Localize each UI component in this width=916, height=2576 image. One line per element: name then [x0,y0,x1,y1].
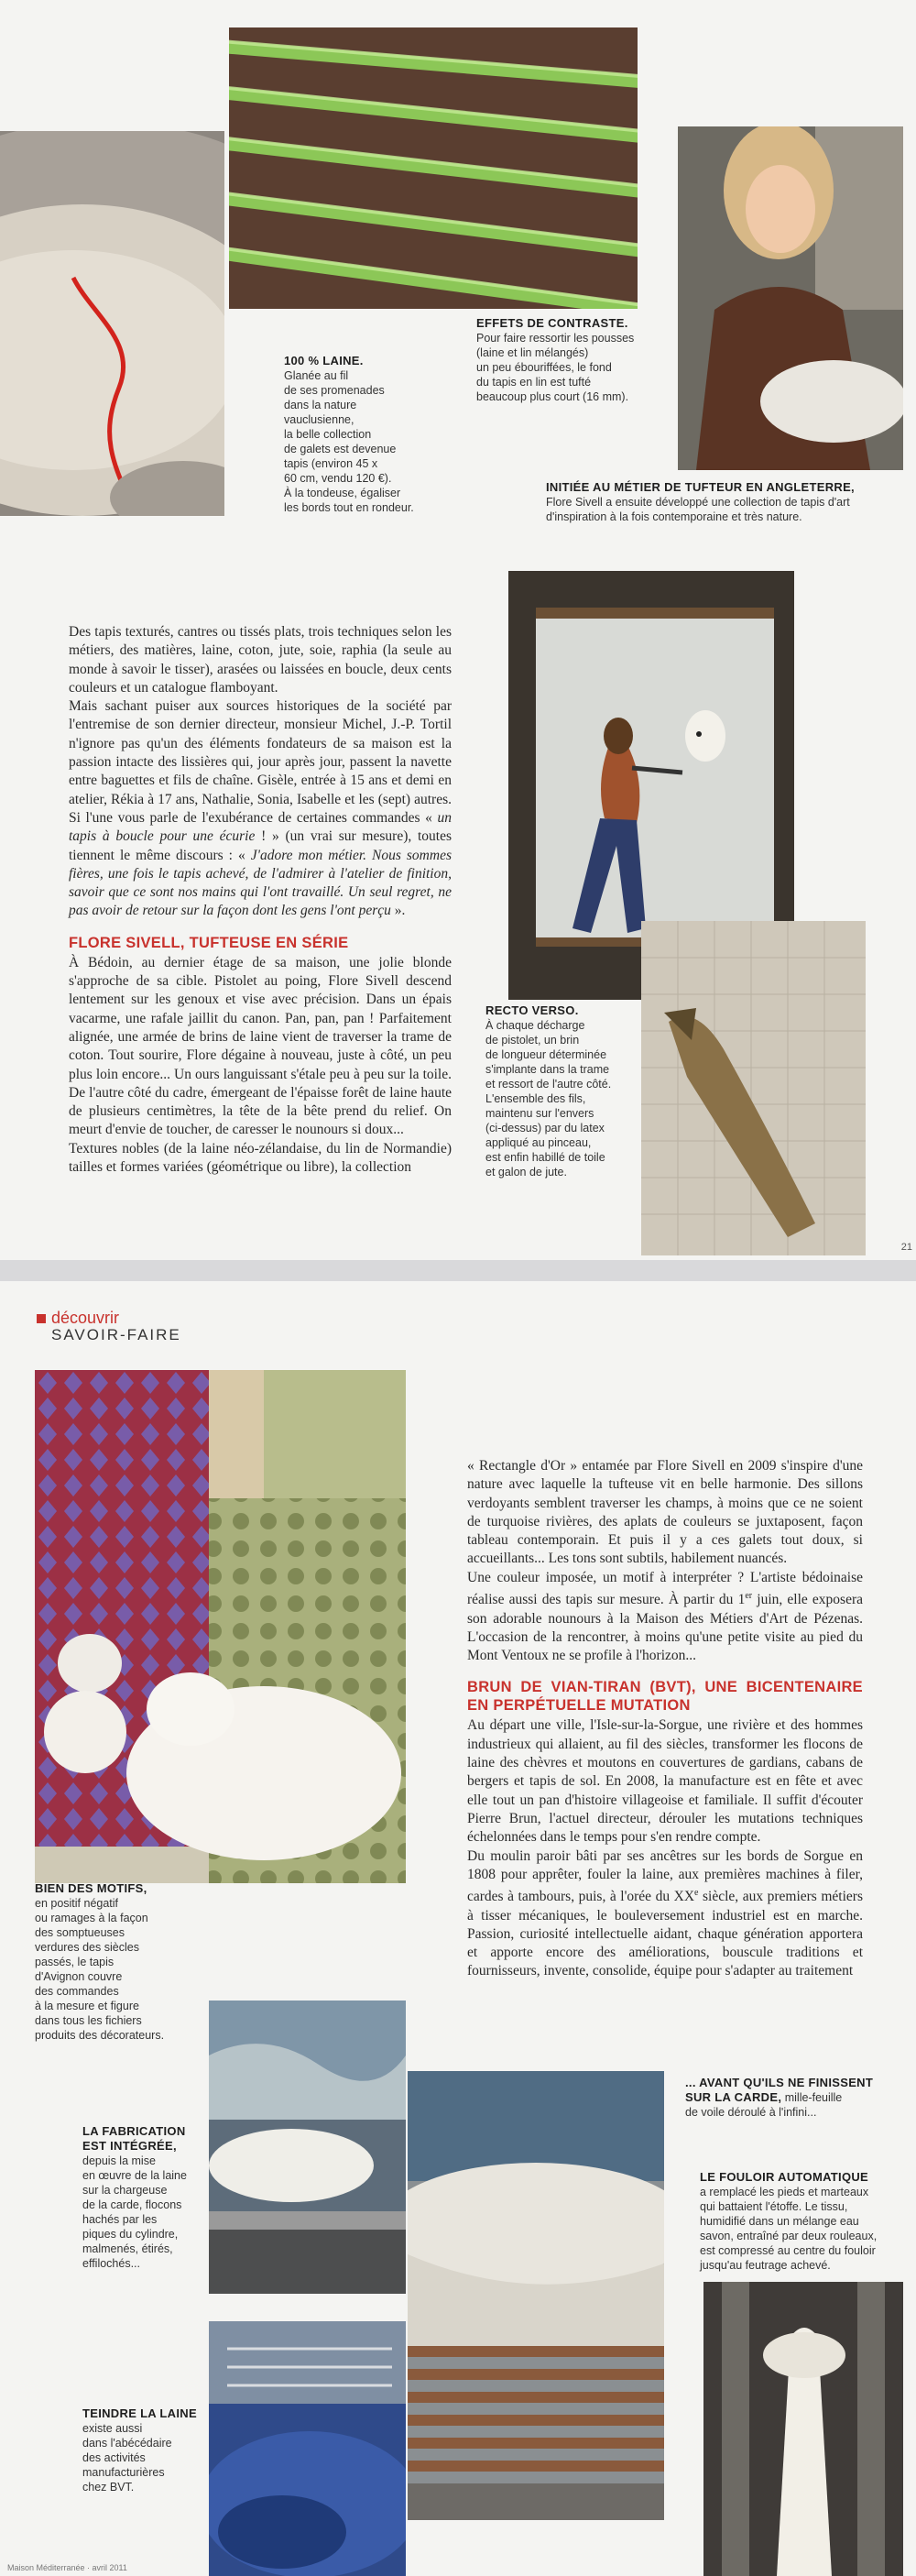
superscript: er [745,1591,753,1602]
section-heading: FLORE SIVELL, TUFTEUSE EN SÉRIE [69,934,349,951]
caption-line: et ressort de l'autre côté. [485,1078,612,1091]
caption-line: depuis la mise [82,2154,156,2167]
caption-fouloir [700,2170,901,2273]
rug-galet-photo [0,131,224,516]
caption-title: 100 % LAINE. [284,354,364,367]
caption-line: produits des décorateurs. [35,2029,165,2042]
caption-line: appliqué au pinceau, [485,1136,592,1149]
grass-rug-photo [229,27,638,309]
caption-title: LA FABRICATION [82,2124,186,2138]
caption-line: chez BVT. [82,2481,135,2494]
paragraph: Des tapis texturés, cantres ou tissés plats, trois techniques selon les métiers, des matières, laine, coton, jute, soie, raphia (la seule au monde à savoir le tisser), arasées ou laissées en boucle, deux cents couleurs et un catalogue flamboyant. [69,624,452,696]
magazine-page-1 [0,0,916,1260]
caption-line: du tapis en lin est tufté [476,376,592,389]
caption-line: À la tondeuse, égaliser [284,487,401,499]
caption-line: de longueur déterminée [485,1048,607,1061]
caption-line: de ses promenades [284,384,385,397]
article-body-p1 [69,623,452,1177]
fabric-swatches-sheep-photo [35,1370,406,1883]
wool-roller-photo [408,2071,664,2520]
text-run: ». [390,903,406,919]
caption-title: INITIÉE AU MÉTIER DE TUFTEUR EN ANGLETERRE, [546,480,855,494]
superscript: e [694,1888,699,1899]
caption-line: jusqu'au feutrage achevé. [700,2259,831,2272]
paragraph [69,697,452,921]
caption-line: vauclusienne, [284,413,354,426]
section-tag [37,1309,181,1344]
caption-title: EST INTÉGRÉE, [82,2139,177,2153]
caption-line: beaucoup plus court (16 mm). [476,390,629,403]
caption-title: TEINDRE LA LAINE [82,2406,197,2420]
caption-line: passés, le tapis [35,1956,114,1968]
caption-line: 60 cm, vendu 120 €). [284,472,392,485]
caption-line: s'implante dans la trame [485,1063,610,1076]
caption-bien-des-motifs [35,1881,195,2043]
caption-line: des commandes [35,1985,119,1998]
caption-line: hachés par les [82,2213,158,2226]
quote-italic: un tapis à boucle pour une écurie [69,809,452,845]
caption-line: la belle collection [284,428,372,441]
caption-line: de voile déroulé à l'infini... [685,2106,817,2119]
caption-recto-verso [485,1003,637,1179]
caption-line: qui battaient l'étoffe. Le tissu, [700,2200,848,2213]
portrait-flore-sivell-photo [678,126,903,470]
text-run: ! » (un vrai sur mesure), toutes tiennent le même discours : « [69,828,453,863]
caption-line: un peu ébouriffées, le fond [476,361,612,374]
caption-line: piques du cylindre, [82,2228,179,2241]
caption-line: (laine et lin mélangés) [476,346,589,359]
paragraph: Au départ une ville, l'Isle-sur-la-Sorgue, une rivière et des hommes industrieux qui allaient, au fil des siècles, transformer les flocons de laine des chèvres et moutons en couvertures de gardians, cabans de bergers et tapis de sol. En 2008, la manufacture est en fête et avec elle tout un pan d'histoire villageoise et familiale. Il suffit d'écouter Pierre Brun, l'actuel directeur, dérouler les mutations techniques échelonnées dans le temps pour s'en rendre compte. [467,1717,863,1846]
caption-line: verdures des siècles [35,1941,139,1954]
article-body-p2 [467,1457,863,1981]
caption-avant-carde [685,2076,896,2120]
text-run: siècle, aux premiers métiers à tisser mécaniques, le bouleversement industriel est en marche. Passion, curiosité intellectuelle aidant, chaque génération apportera et apporte encore des améliorations, bouscule traditions et fournisseurs, invente, consolide, équipe pour s'adapter au traitement [467,1889,863,1979]
magazine-page-2 [0,1281,916,2576]
caption-line: maintenu sur l'envers [485,1107,594,1120]
caption-line: Glanée au fil [284,369,349,382]
caption-fabrication [82,2124,211,2271]
caption-line: en œuvre de la laine [82,2169,187,2182]
caption-line: en positif négatif [35,1897,119,1910]
paragraph [467,1847,863,1981]
caption-line: a remplacé les pieds et marteaux [700,2186,869,2198]
caption-title: BIEN DES MOTIFS, [35,1881,147,1895]
caption-title: LE FOULOIR AUTOMATIQUE [700,2170,869,2184]
caption-line: À chaque décharge [485,1019,585,1032]
section-kicker: découvrir [51,1309,120,1327]
caption-line: et galon de jute. [485,1166,567,1178]
page-number: 21 [900,1242,912,1253]
fulling-machine-photo [703,2282,903,2576]
caption-line: manufacturières [82,2466,165,2479]
caption-line: savon, entraîné par deux rouleaux, [700,2230,878,2242]
carding-machine-photo [209,2001,406,2294]
caption-line: de galets est devenue [284,443,397,455]
caption-line: dans tous les fichiers [35,2014,142,2027]
quote-italic: J'adore mon métier. Nous sommes fières, une fois le tapis achevé, de l'admirer à l'atelier de finition, savoir que ce sont nos mains qui l'ont travaillé. Un seul regret, ne pas avoir de retour sur la façon dont les gens l'ont perçu [69,847,452,919]
paragraph: « Rectangle d'Or » entamée par Flore Sivell en 2009 s'inspire d'une nature avec laquelle la tufteuse vit en belle harmonie. Des sillons verdoyants semblent traverser les champs, à moins que ce ne soient de turquoise rivières, des aplats de couleurs se juxtaposent, façon tableau contemporain. Et puis il y a ces galets tout doux, si accueillants... Les tons sont subtils, habilement nuancés. [467,1458,863,1567]
caption-line: humidifié dans un mélange eau [700,2215,859,2228]
caption-effets-de-contraste [476,316,687,404]
text-run: Du moulin paroir bâti par ses ancêtres sur les bords de Sorgue en 1808 pour apprêter, fouler la laine, aux premières machines à filer, cardes à tambours, puis, à l'orée du XX [467,1847,863,1905]
caption-line: les bords tout en rondeur. [284,501,414,514]
latex-brush-photo [641,921,866,1255]
dyed-wool-photo [209,2321,406,2576]
caption-line: de la carde, flocons [82,2198,182,2211]
text-run: juin, elle exposera son adorable nounours à la Maison des Métiers d'Art de Pézenas. L'occasion de la rencontrer, à moins qu'une petite visite au pied du Mont Ventoux ne se profile à l'horizon... [467,1592,864,1664]
caption-line: dans l'abécédaire [82,2437,172,2450]
caption-line: ou ramages à la façon [35,1912,148,1924]
caption-line: est compressé au centre du fouloir [700,2244,876,2257]
caption-title: RECTO VERSO. [485,1003,579,1017]
caption-line: Flore Sivell a ensuite développé une collection de tapis d'art [546,496,850,509]
caption-100-laine [284,354,458,515]
caption-line: des somptueuses [35,1926,125,1939]
caption-line: sur la chargeuse [82,2184,168,2197]
caption-initiee [546,480,912,524]
caption-line: effilochés... [82,2257,141,2270]
caption-title: SUR LA CARDE, [685,2090,782,2104]
caption-line: d'inspiration à la fois contemporaine et très nature. [546,510,802,523]
page-footer: Maison Méditerranée · avril 2011 [7,2563,127,2572]
text-run: Une couleur imposée, un motif à interpréter ? L'artiste bédoinaise réalise aussi des tapis sur mesure. À partir du 1 [467,1569,863,1608]
section-heading: BRUN DE VIAN-TIRAN (BVT), UNE BICENTENAIRE EN PERPÉTUELLE MUTATION [467,1679,863,1715]
caption-line: malmenés, étirés, [82,2242,173,2255]
paragraph: Textures nobles (de la laine néo-zélandaise, du lin de Normandie) tailles et formes variées (géométrique ou libre), la collection [69,1140,452,1176]
caption-title: ... AVANT QU'ILS NE FINISSENT [685,2076,874,2089]
caption-line: mille-feuille [781,2091,843,2104]
caption-line: de pistolet, un brin [485,1034,580,1047]
caption-line: (ci-dessus) par du latex [485,1122,605,1135]
caption-line: à la mesure et figure [35,2000,139,2012]
caption-line: d'Avignon couvre [35,1970,123,1983]
caption-line: L'ensemble des fils, [485,1092,586,1105]
paragraph: À Bédoin, au dernier étage de sa maison, une jolie blonde s'approche de sa cible. Pistolet au poing, Flore Sivell descend lentement sur les genoux et vise avec précision. Dans un épais vacarme, une rafale jaillit du canon. Pan, pan, pan ! Parfaitement alignée, une armée de brins de laine vient de traverser la trame de coton. Tout sourire, Flore dégaine à nouveau, juste à côté, un peu plus loin encore... Un ours languissant s'étale peu à peu sur la toile. De l'autre côté du cadre, émergeant de l'épaisse forêt de laine haute de plusieurs centimètres, la tête de la bête prend du relief. On meurt d'envie de toucher, de caresser le nounours si doux... [69,954,452,1138]
section-square-icon [37,1314,46,1323]
caption-title: EFFETS DE CONTRASTE. [476,316,628,330]
caption-line: existe aussi [82,2422,143,2435]
text-run: Mais sachant puiser aux sources historiques de la société par l'entremise de son dernier directeur, monsieur Michel, J.-P. Tortil n'ignore pas qu'un des éléments fondateurs de sa maison est la passion intacte des lissières qui, jour après jour, passent la navette entre baguettes et fils de chaîne. Gisèle, entrée à 15 ans et demi en atelier, Rékia à 17 ans, Nathalie, Sonia, Isabelle et les (sept) autres. Si l'une vous parle de l'exubérance de certaines commandes « [69,698,452,826]
caption-line: Pour faire ressortir les pousses [476,332,635,345]
caption-line: tapis (environ 45 x [284,457,378,470]
caption-line: dans la nature [284,399,357,411]
section-title: SAVOIR-FAIRE [51,1326,181,1343]
paragraph [467,1569,863,1666]
caption-line: est enfin habillé de toile [485,1151,605,1164]
caption-line: des activités [82,2451,146,2464]
caption-teindre-la-laine [82,2406,211,2494]
